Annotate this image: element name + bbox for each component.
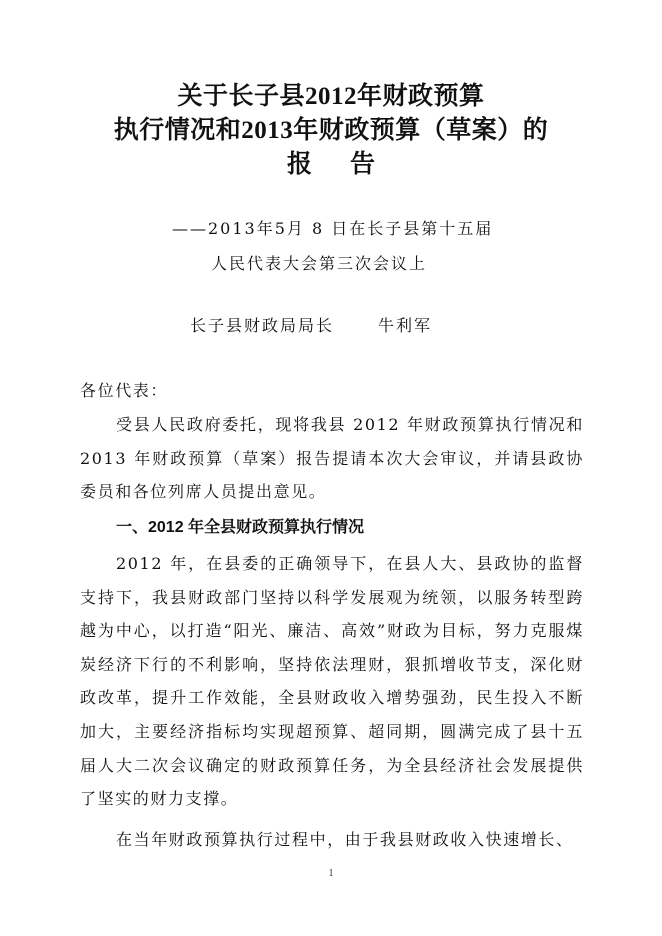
- title-line-2: 执行情况和2013年财政预算（草案）的: [113, 117, 549, 144]
- title-line-1: 关于长子县2012年财政预算: [177, 83, 485, 110]
- author-title: 长子县财政局局长: [190, 316, 335, 335]
- section-heading-1: 一、2012 年全县财政预算执行情况: [116, 519, 365, 536]
- author-name: 牛利军: [378, 316, 433, 335]
- greeting: 各位代表：: [80, 381, 169, 400]
- paragraph-2012-summary: 2012 年，在县委的正确领导下，在县人大、县政协的监督支持下，我县财政部门坚持以科学发展观为统领，以服务转型跨越为中心，以打造“阳光、廉洁、高效”财政为目标，努力克服煤炭经济下行的不利影响，坚持依法理财，狠抓增收节支，深化财政改革，提升工作效能，全县财政收入增势强劲，民生投入不断加大，主要经济指标均实现超预算、超同期，圆满完成了县十五届人大二次会议确定的财政预算任务，为全县经济社会发展提供了坚实的财力支撑。: [80, 554, 584, 809]
- subtitle-meeting-line: 人民代表大会第三次会议上: [211, 254, 428, 273]
- paragraph-execution-process: 在当年财政预算执行过程中，由于我县财政收入快速增长、: [116, 830, 574, 849]
- subtitle-date-line: ——2013年5月 8 日在长子县第十五届: [172, 219, 494, 238]
- author-line: [190, 316, 432, 336]
- paragraph-intro: 受县人民政府委托，现将我县 2012 年财政预算执行情况和2013 年财政预算（草案）报告提请本次大会审议，并请县政协委员和各位列席人员提出意见。: [80, 415, 584, 502]
- page-number: 1: [328, 868, 334, 879]
- title-line-3: 报告: [286, 151, 413, 178]
